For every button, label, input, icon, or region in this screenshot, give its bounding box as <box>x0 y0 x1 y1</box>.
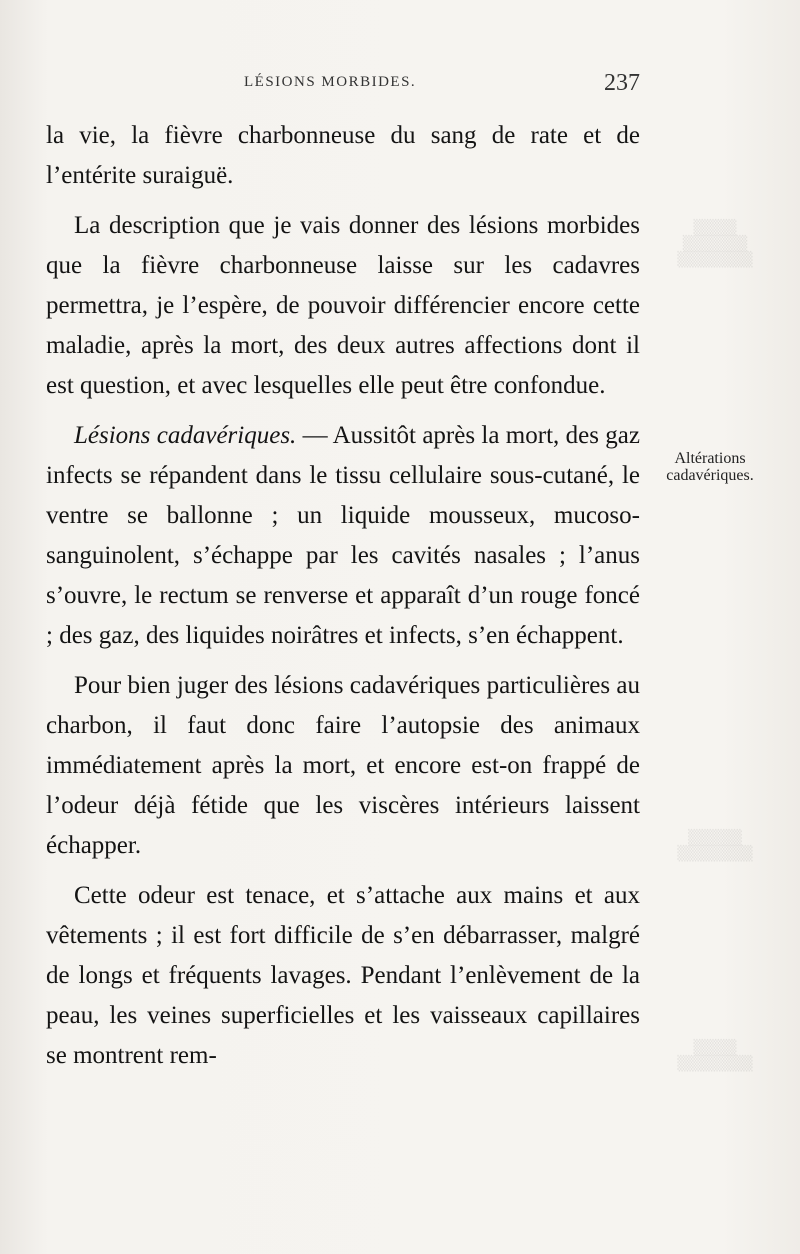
paragraph <box>46 206 640 406</box>
paragraph-text: Pour bien juger des lésions cadavériques particulières au charbon, il faut donc faire l’autopsie des animaux immédiatement après la mort, et encore est-on frappé de l’odeur déjà fétide que les viscères intérieurs laissent échapper. <box>46 672 640 859</box>
paragraph <box>46 416 640 656</box>
margin-note-line: Altérations <box>674 450 746 467</box>
paragraph-text: La description que je vais donner des lésions morbides que la fièvre charbonneuse laisse sur les cadavres permettra, je l’espère, de pouvoir différencier encore cette maladie, après la mort, des deux autres affections dont il est question, et avec lesquelles elle peut être confondue. <box>46 212 640 399</box>
page-number: 237 <box>604 70 640 96</box>
margin-note <box>650 450 770 484</box>
running-head-title: LÉSIONS MORBIDES. <box>244 74 417 90</box>
paragraph <box>46 666 640 866</box>
paragraph-text: — Aussitôt après la mort, des gaz infects se répandent dans le tissu cellulaire sous-cutané, le ventre se ballonne ; un liquide mousseux, mucoso-sanguinolent, s’échappe par les cavités nasales ; l’anus s’ouvre, le rectum se renverse et apparaît d’un rouge foncé ; des gaz, des liquides noirâtres et infects, s’en échappent. <box>46 422 640 649</box>
paragraph-text: Cette odeur est tenace, et s’attache aux mains et aux vêtements ; il est fort difficile de s’en débarrasser, malgré de longs et fréquents lavages. Pendant l’enlèvement de la peau, les veines superficielles et les vaisseaux capillaires se montrent rem- <box>46 882 640 1069</box>
margin-note-line: cadavériques. <box>666 467 754 484</box>
show-through-bleed: ▒▒▒▒ ▒▒▒▒▒▒▒ <box>677 1040 753 1072</box>
paragraph <box>46 876 640 1076</box>
show-through-bleed: ▒▒▒▒ ▒▒▒▒▒▒ ▒▒▒▒▒▒▒ <box>677 220 753 268</box>
section-lead: Lésions cadavériques. <box>74 422 297 449</box>
show-through-bleed: ▒▒▒▒▒ ▒▒▒▒▒▒▒ <box>677 830 753 862</box>
running-head <box>0 70 800 104</box>
body-text <box>46 116 640 1086</box>
paragraph <box>46 116 640 196</box>
paragraph-text: la vie, la fièvre charbonneuse du sang de rate et de l’entérite suraiguë. <box>46 122 640 189</box>
